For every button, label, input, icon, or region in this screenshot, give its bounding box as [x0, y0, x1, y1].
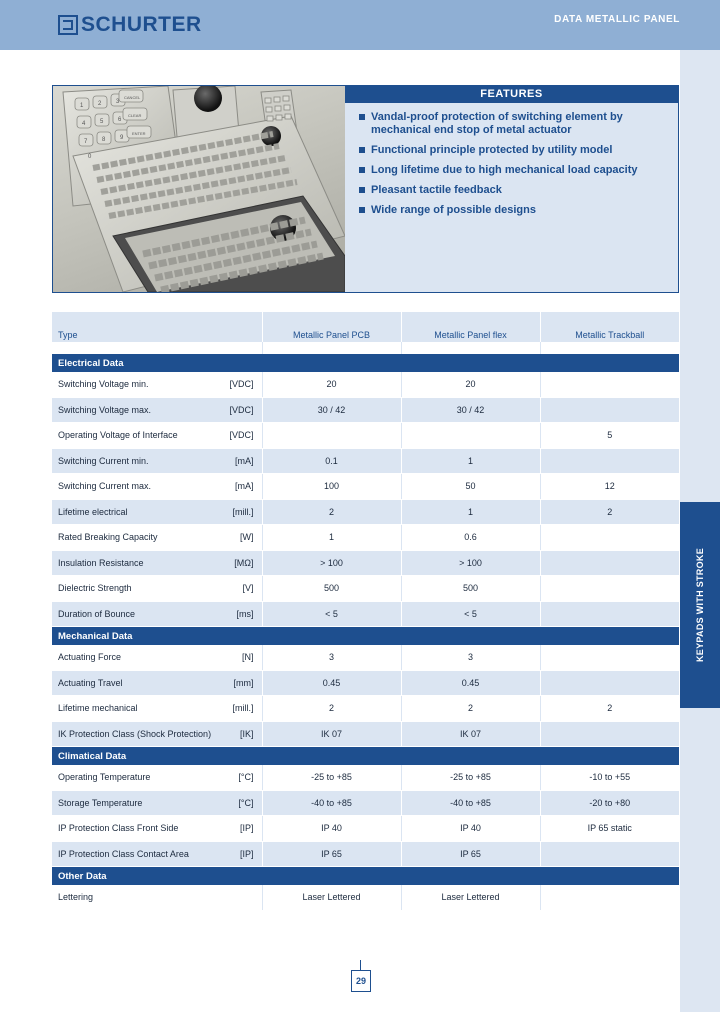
row-unit: [mA] [234, 481, 254, 492]
table-row [52, 423, 679, 449]
row-label-cell [52, 885, 262, 910]
row-unit: [N] [241, 652, 254, 663]
key-digit-5: 5 [100, 119, 104, 125]
value-cell: 50 [401, 474, 540, 500]
value-cell: > 100 [262, 550, 401, 576]
header-bar [0, 0, 720, 50]
value-cell: Laser Lettered [262, 885, 401, 910]
value-cell: -25 to +85 [262, 765, 401, 790]
value-cell: 1 [401, 499, 540, 525]
value-cell: 2 [262, 499, 401, 525]
value-cell: 20 [262, 372, 401, 397]
row-unit: [ms] [236, 608, 254, 619]
section-title: Other Data [52, 867, 679, 886]
section-header-row [52, 747, 679, 766]
value-cell [540, 885, 679, 910]
column-header: Metallic Trackball [540, 312, 679, 342]
table-header-row [52, 312, 679, 342]
row-unit: [mill.] [232, 703, 254, 714]
table-row [52, 765, 679, 790]
value-cell: 30 / 42 [262, 397, 401, 423]
table-row [52, 790, 679, 816]
row-label-cell [52, 601, 262, 627]
value-cell: 2 [401, 696, 540, 722]
value-cell: 3 [262, 645, 401, 670]
section-title: Mechanical Data [52, 627, 679, 646]
value-cell [540, 550, 679, 576]
table-row [52, 696, 679, 722]
feature-item: Long lifetime due to high mechanical load capacity [359, 164, 670, 177]
product-photo [53, 86, 346, 292]
key-digit-3: 3 [116, 99, 120, 105]
value-cell: 100 [262, 474, 401, 500]
row-label: Storage Temperature [58, 797, 143, 808]
value-cell: Laser Lettered [401, 885, 540, 910]
section-tab [680, 502, 720, 708]
schurter-logo [58, 13, 202, 37]
row-label-cell [52, 721, 262, 747]
table-row [52, 525, 679, 551]
table-spacer-row [52, 342, 679, 354]
value-cell: 0.45 [262, 670, 401, 696]
row-unit: [mill.] [232, 506, 254, 517]
spacer-cell [262, 342, 401, 354]
value-cell: 2 [540, 696, 679, 722]
spacer-cell [52, 342, 262, 354]
key-label-cancel: CANCEL [124, 95, 141, 100]
row-unit: [°C] [238, 772, 254, 783]
section-title: Climatical Data [52, 747, 679, 766]
row-label: Switching Current min. [58, 455, 149, 466]
value-cell: 1 [401, 448, 540, 474]
key-digit-7: 7 [84, 139, 88, 145]
section-header-row [52, 867, 679, 886]
row-label: Duration of Bounce [58, 608, 136, 619]
table-row [52, 721, 679, 747]
value-cell: -20 to +80 [540, 790, 679, 816]
table-row [52, 372, 679, 397]
value-cell: -10 to +55 [540, 765, 679, 790]
value-cell [540, 372, 679, 397]
row-unit: [°C] [238, 797, 254, 808]
spacer-cell [401, 342, 540, 354]
value-cell: 2 [262, 696, 401, 722]
section-header-row [52, 354, 679, 372]
row-label: Operating Voltage of Interface [58, 430, 178, 441]
value-cell [540, 645, 679, 670]
feature-item: Functional principle protected by utility model [359, 144, 670, 157]
value-cell: -25 to +85 [401, 765, 540, 790]
row-label-cell [52, 790, 262, 816]
value-cell: IP 65 [401, 841, 540, 867]
row-label-cell [52, 499, 262, 525]
value-cell: IK 07 [262, 721, 401, 747]
section-tab-label: KEYPADS WITH STROKE [695, 547, 705, 663]
row-unit: [MΩ] [234, 557, 254, 568]
row-label: Actuating Force [58, 652, 122, 663]
value-cell: 20 [401, 372, 540, 397]
feature-item: Pleasant tactile feedback [359, 184, 670, 197]
row-unit: [IK] [239, 728, 254, 739]
value-cell [540, 601, 679, 627]
row-label: Actuating Travel [58, 677, 123, 688]
table-row [52, 397, 679, 423]
value-cell: < 5 [262, 601, 401, 627]
specifications-table [52, 312, 679, 911]
value-cell: 2 [540, 499, 679, 525]
table-row [52, 576, 679, 602]
value-cell: IP 65 static [540, 816, 679, 842]
value-cell [540, 576, 679, 602]
row-label-cell [52, 696, 262, 722]
value-cell: IP 40 [401, 816, 540, 842]
value-cell [540, 841, 679, 867]
row-unit: [V] [242, 583, 254, 594]
column-header: Metallic Panel PCB [262, 312, 401, 342]
row-label-cell [52, 816, 262, 842]
row-label: Operating Temperature [58, 772, 151, 783]
page-number-connector [360, 960, 361, 970]
value-cell: IP 40 [262, 816, 401, 842]
value-cell [401, 423, 540, 449]
row-label: IP Protection Class Front Side [58, 823, 179, 834]
value-cell [540, 721, 679, 747]
features-list [345, 103, 678, 217]
value-cell: 5 [540, 423, 679, 449]
row-unit: [VDC] [229, 404, 254, 415]
key-label-clear: CLEAR [128, 113, 142, 118]
schurter-logo-icon [58, 15, 78, 35]
value-cell [540, 448, 679, 474]
row-label-cell [52, 525, 262, 551]
table-row [52, 841, 679, 867]
row-label: Rated Breaking Capacity [58, 532, 158, 543]
page-number: 29 [351, 970, 371, 992]
row-label: Switching Current max. [58, 481, 152, 492]
key-digit-1: 1 [80, 103, 84, 109]
row-label: IK Protection Class (Shock Protection) [58, 728, 212, 739]
brand-name: SCHURTER [81, 13, 202, 36]
row-unit: [IP] [239, 823, 254, 834]
features-panel [345, 86, 678, 292]
row-label-cell [52, 372, 262, 397]
table-row [52, 474, 679, 500]
value-cell [540, 670, 679, 696]
table-row [52, 448, 679, 474]
key-digit-4: 4 [82, 121, 86, 127]
value-cell [262, 423, 401, 449]
row-label: Switching Voltage max. [58, 404, 152, 415]
row-label-cell [52, 423, 262, 449]
key-digit-9: 9 [120, 135, 124, 141]
table-row [52, 499, 679, 525]
value-cell: IK 07 [401, 721, 540, 747]
spacer-cell [540, 342, 679, 354]
value-cell [540, 525, 679, 551]
row-label: IP Protection Class Contact Area [58, 848, 189, 859]
feature-box [52, 85, 679, 293]
page-title: DATA METALLIC PANEL [554, 14, 680, 25]
row-label-cell [52, 474, 262, 500]
row-label-cell [52, 841, 262, 867]
key-digit-6: 6 [118, 117, 122, 123]
table-row [52, 645, 679, 670]
value-cell: 0.6 [401, 525, 540, 551]
section-header-row [52, 627, 679, 646]
row-label-cell [52, 576, 262, 602]
row-label: Dielectric Strength [58, 583, 132, 594]
row-label: Lifetime mechanical [58, 703, 138, 714]
row-label-cell [52, 448, 262, 474]
section-title: Electrical Data [52, 354, 679, 372]
key-digit-2: 2 [98, 101, 102, 107]
value-cell: > 100 [401, 550, 540, 576]
value-cell: 3 [401, 645, 540, 670]
row-unit: [W] [240, 532, 254, 543]
value-cell: 0.45 [401, 670, 540, 696]
column-header-type: Type [52, 312, 262, 342]
column-header: Metallic Panel flex [401, 312, 540, 342]
table-row [52, 550, 679, 576]
key-digit-0: 0 [88, 154, 92, 160]
row-unit: [mA] [234, 455, 254, 466]
row-label: Lettering [58, 892, 94, 903]
row-label-cell [52, 397, 262, 423]
table-row [52, 601, 679, 627]
key-label-enter: ENTER [132, 131, 146, 136]
features-heading: FEATURES [345, 86, 678, 103]
row-label-cell [52, 550, 262, 576]
row-unit: [VDC] [229, 430, 254, 441]
row-unit: [VDC] [229, 379, 254, 390]
row-label-cell [52, 645, 262, 670]
table-row [52, 816, 679, 842]
row-unit: [IP] [239, 848, 254, 859]
row-unit: [mm] [233, 677, 254, 688]
value-cell: < 5 [401, 601, 540, 627]
keyboard-product-illustration [53, 86, 345, 292]
feature-item: Wide range of possible designs [359, 204, 670, 217]
value-cell: 500 [262, 576, 401, 602]
table-row [52, 885, 679, 910]
value-cell: 0.1 [262, 448, 401, 474]
table-row [52, 670, 679, 696]
row-label-cell [52, 765, 262, 790]
value-cell: 30 / 42 [401, 397, 540, 423]
value-cell: 12 [540, 474, 679, 500]
value-cell: -40 to +85 [262, 790, 401, 816]
row-label: Lifetime electrical [58, 506, 128, 517]
value-cell: IP 65 [262, 841, 401, 867]
row-label-cell [52, 670, 262, 696]
value-cell: -40 to +85 [401, 790, 540, 816]
value-cell [540, 397, 679, 423]
feature-item: Vandal-proof protection of switching element by mechanical end stop of metal actuator [359, 111, 670, 137]
value-cell: 500 [401, 576, 540, 602]
value-cell: 1 [262, 525, 401, 551]
row-label: Insulation Resistance [58, 557, 144, 568]
key-digit-8: 8 [102, 137, 106, 143]
row-label: Switching Voltage min. [58, 379, 149, 390]
